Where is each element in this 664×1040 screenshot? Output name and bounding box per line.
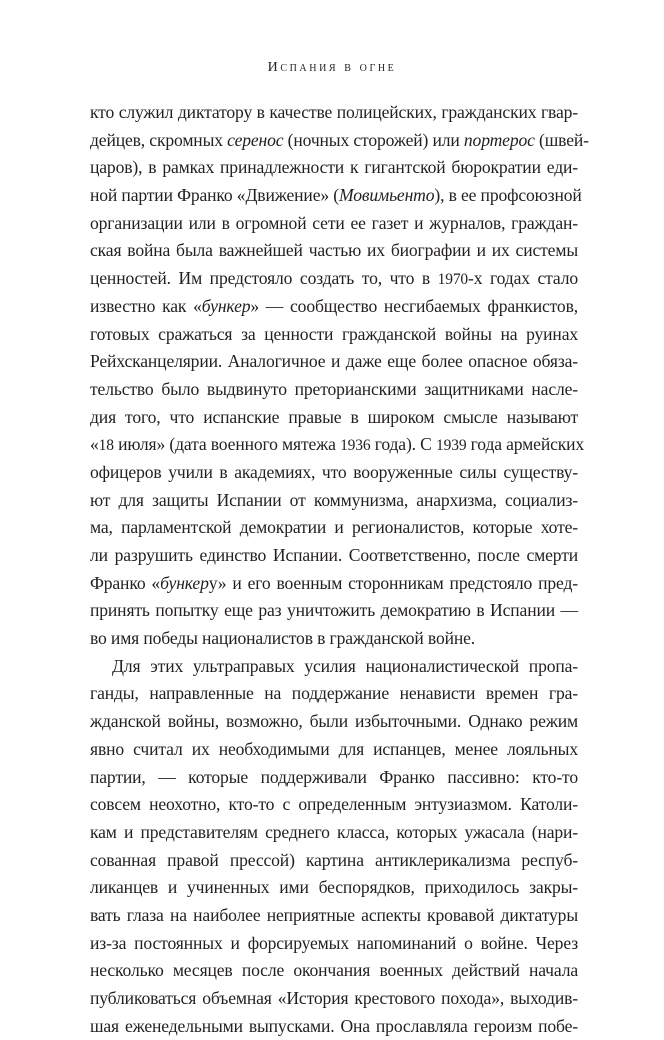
text-line: из-за постоянных и форсируемых напоминаний о войне. Через bbox=[90, 932, 578, 953]
text-line: Франко «бункеру» и его военным сторонникам предстояло пред- bbox=[90, 572, 578, 593]
text-line: во имя победы националистов в гражданской войне. bbox=[90, 628, 476, 649]
paragraph-2 bbox=[90, 653, 578, 1040]
text-line: партии, — которые поддерживали Франко пассивно: кто-то bbox=[90, 766, 578, 787]
text-line: ма, парламентской демократии и регионалистов, которые хоте- bbox=[90, 517, 578, 538]
text-line: тельство было выдвинуто преторианскими защитниками насле- bbox=[90, 378, 578, 399]
text-line: организации или в огромной сети ее газет и журналов, граждан- bbox=[90, 212, 578, 233]
body-text bbox=[90, 99, 589, 1040]
text-line: ликанцев и учиненных ими беспорядков, приходилось закры- bbox=[90, 877, 578, 898]
text-line: кам и представителям среднего класса, которых ужасала (нари- bbox=[90, 821, 578, 842]
text-line: шая еженедельными выпусками. Она прославляла героизм побе- bbox=[90, 1015, 578, 1036]
text-line: публиковаться объемная «История крестового похода», выходив- bbox=[90, 988, 578, 1008]
text-line: дия того, что испанские правые в широком смысле называют bbox=[90, 406, 578, 427]
text-line: ной партии Франко «Движение» (Мовимьенто), в ее профсоюзной bbox=[90, 185, 582, 206]
text-line: явно считал их необходимыми для испанцев, менее лояльных bbox=[90, 738, 578, 759]
text-line: вать глаза на наиболее неприятные аспекты кровавой диктатуры bbox=[90, 904, 578, 925]
text-line: совсем неохотно, кто-то с определенным энтузиазмом. Католи- bbox=[90, 794, 578, 815]
text-line: офицеров учили в академиях, что вооруженные силы существу- bbox=[90, 461, 578, 482]
text-line: «18 июля» (дата военного мятежа 1936 года). С 1939 года армейских bbox=[90, 434, 585, 455]
running-head: Испания в огне bbox=[267, 60, 397, 75]
text-line: жданской войны, возможно, были избыточными. Однако режим bbox=[90, 711, 578, 732]
text-line: ценностей. Им предстояло создать то, что в 1970-х годах стало bbox=[90, 268, 578, 289]
text-line: дейцев, скромных серенос (ночных сторожей) или портерос (швей- bbox=[90, 129, 589, 150]
text-line: ская война была важнейшей частью их биографии и их системы bbox=[90, 240, 578, 261]
text-line: известно как «бункер» — сообщество несгибаемых франкистов, bbox=[90, 295, 578, 316]
text-line: ли разрушить единство Испании. Соответственно, после смерти bbox=[90, 545, 578, 565]
text-line: принять попытку еще раз уничтожить демократию в Испании — bbox=[90, 600, 578, 621]
text-line: готовых сражаться за ценности гражданской войны на руинах bbox=[90, 323, 578, 344]
text-line: ганды, направленные на поддержание ненависти времен гра- bbox=[90, 683, 578, 704]
text-line: ют для защиты Испании от коммунизма, анархизма, социализ- bbox=[90, 489, 578, 510]
text-line: несколько месяцев после окончания военных действий начала bbox=[90, 960, 578, 981]
text-line: кто служил диктатору в качестве полицейских, гражданских гвар- bbox=[90, 102, 578, 122]
text-line: сованная правой прессой) картина антиклерикализма респуб- bbox=[90, 849, 578, 870]
text-line: царов), в рамках принадлежности к гигантской бюрократии еди- bbox=[90, 157, 578, 178]
paragraph-1 bbox=[90, 99, 589, 653]
text-line: Рейхсканцелярии. Аналогичное и даже еще более опасное обяза- bbox=[90, 351, 578, 372]
text-line: Для этих ультраправых усилия националистической пропа- bbox=[112, 655, 578, 676]
